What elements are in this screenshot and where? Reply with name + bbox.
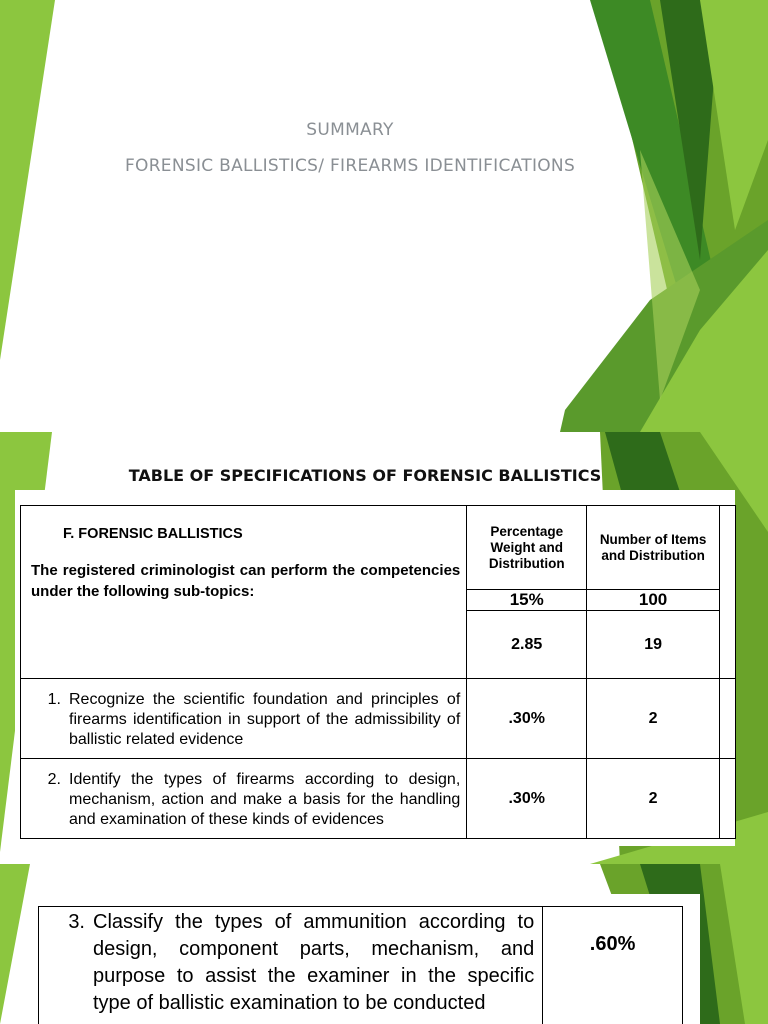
competency-text: Classify the types of ammunition according to design, component parts, mechanism, and purpose to assist the examiner in the specific type of ballistic examination to be conducted <box>93 911 535 1014</box>
row-percentage: .60% <box>543 907 683 1024</box>
specification-slide <box>0 432 768 864</box>
total-items: 100 <box>587 590 720 611</box>
specification-table <box>20 505 736 839</box>
table-row <box>21 679 736 759</box>
section-items: 19 <box>587 611 720 679</box>
specification-table-continued <box>38 906 683 1024</box>
subject-title: FORENSIC BALLISTICS/ FIREARMS IDENTIFICATIONS <box>124 156 576 176</box>
row-number: 1. <box>47 690 61 708</box>
row-percentage: .30% <box>467 679 587 759</box>
total-percentage: 15% <box>467 590 587 611</box>
percentage-header: Percentage Weight and Distribution <box>467 506 587 590</box>
row-number: 3. <box>68 911 85 933</box>
extra-column <box>720 506 736 679</box>
competency-text: Identify the types of firearms according to design, mechanism, action and make a basis for the handling and examination of these kinds of evidences <box>69 770 461 828</box>
row-percentage: .30% <box>467 759 587 839</box>
section-intro: The registered criminologist can perform the competencies under the following sub-topics: <box>31 562 461 600</box>
section-title: F. FORENSIC BALLISTICS <box>63 526 243 542</box>
row-items: 2 <box>587 679 720 759</box>
competency-text: Recognize the scientific foundation and principles of firearms identification in support of the admissibility of ballistic related evidence <box>69 690 461 748</box>
table-heading: TABLE OF SPECIFICATIONS OF FORENSIC BALLISTICS <box>128 466 602 485</box>
section-header-cell <box>21 506 467 679</box>
green-decor-shapes <box>0 0 768 432</box>
table-row <box>21 759 736 839</box>
row-items: 2 <box>587 759 720 839</box>
title-slide <box>0 0 768 432</box>
row-number: 2. <box>47 770 61 788</box>
summary-title: SUMMARY <box>306 120 394 140</box>
table-row <box>39 907 683 1024</box>
section-percentage: 2.85 <box>467 611 587 679</box>
items-header: Number of Items and Distribution <box>587 506 720 590</box>
continuation-slide <box>0 864 768 1024</box>
